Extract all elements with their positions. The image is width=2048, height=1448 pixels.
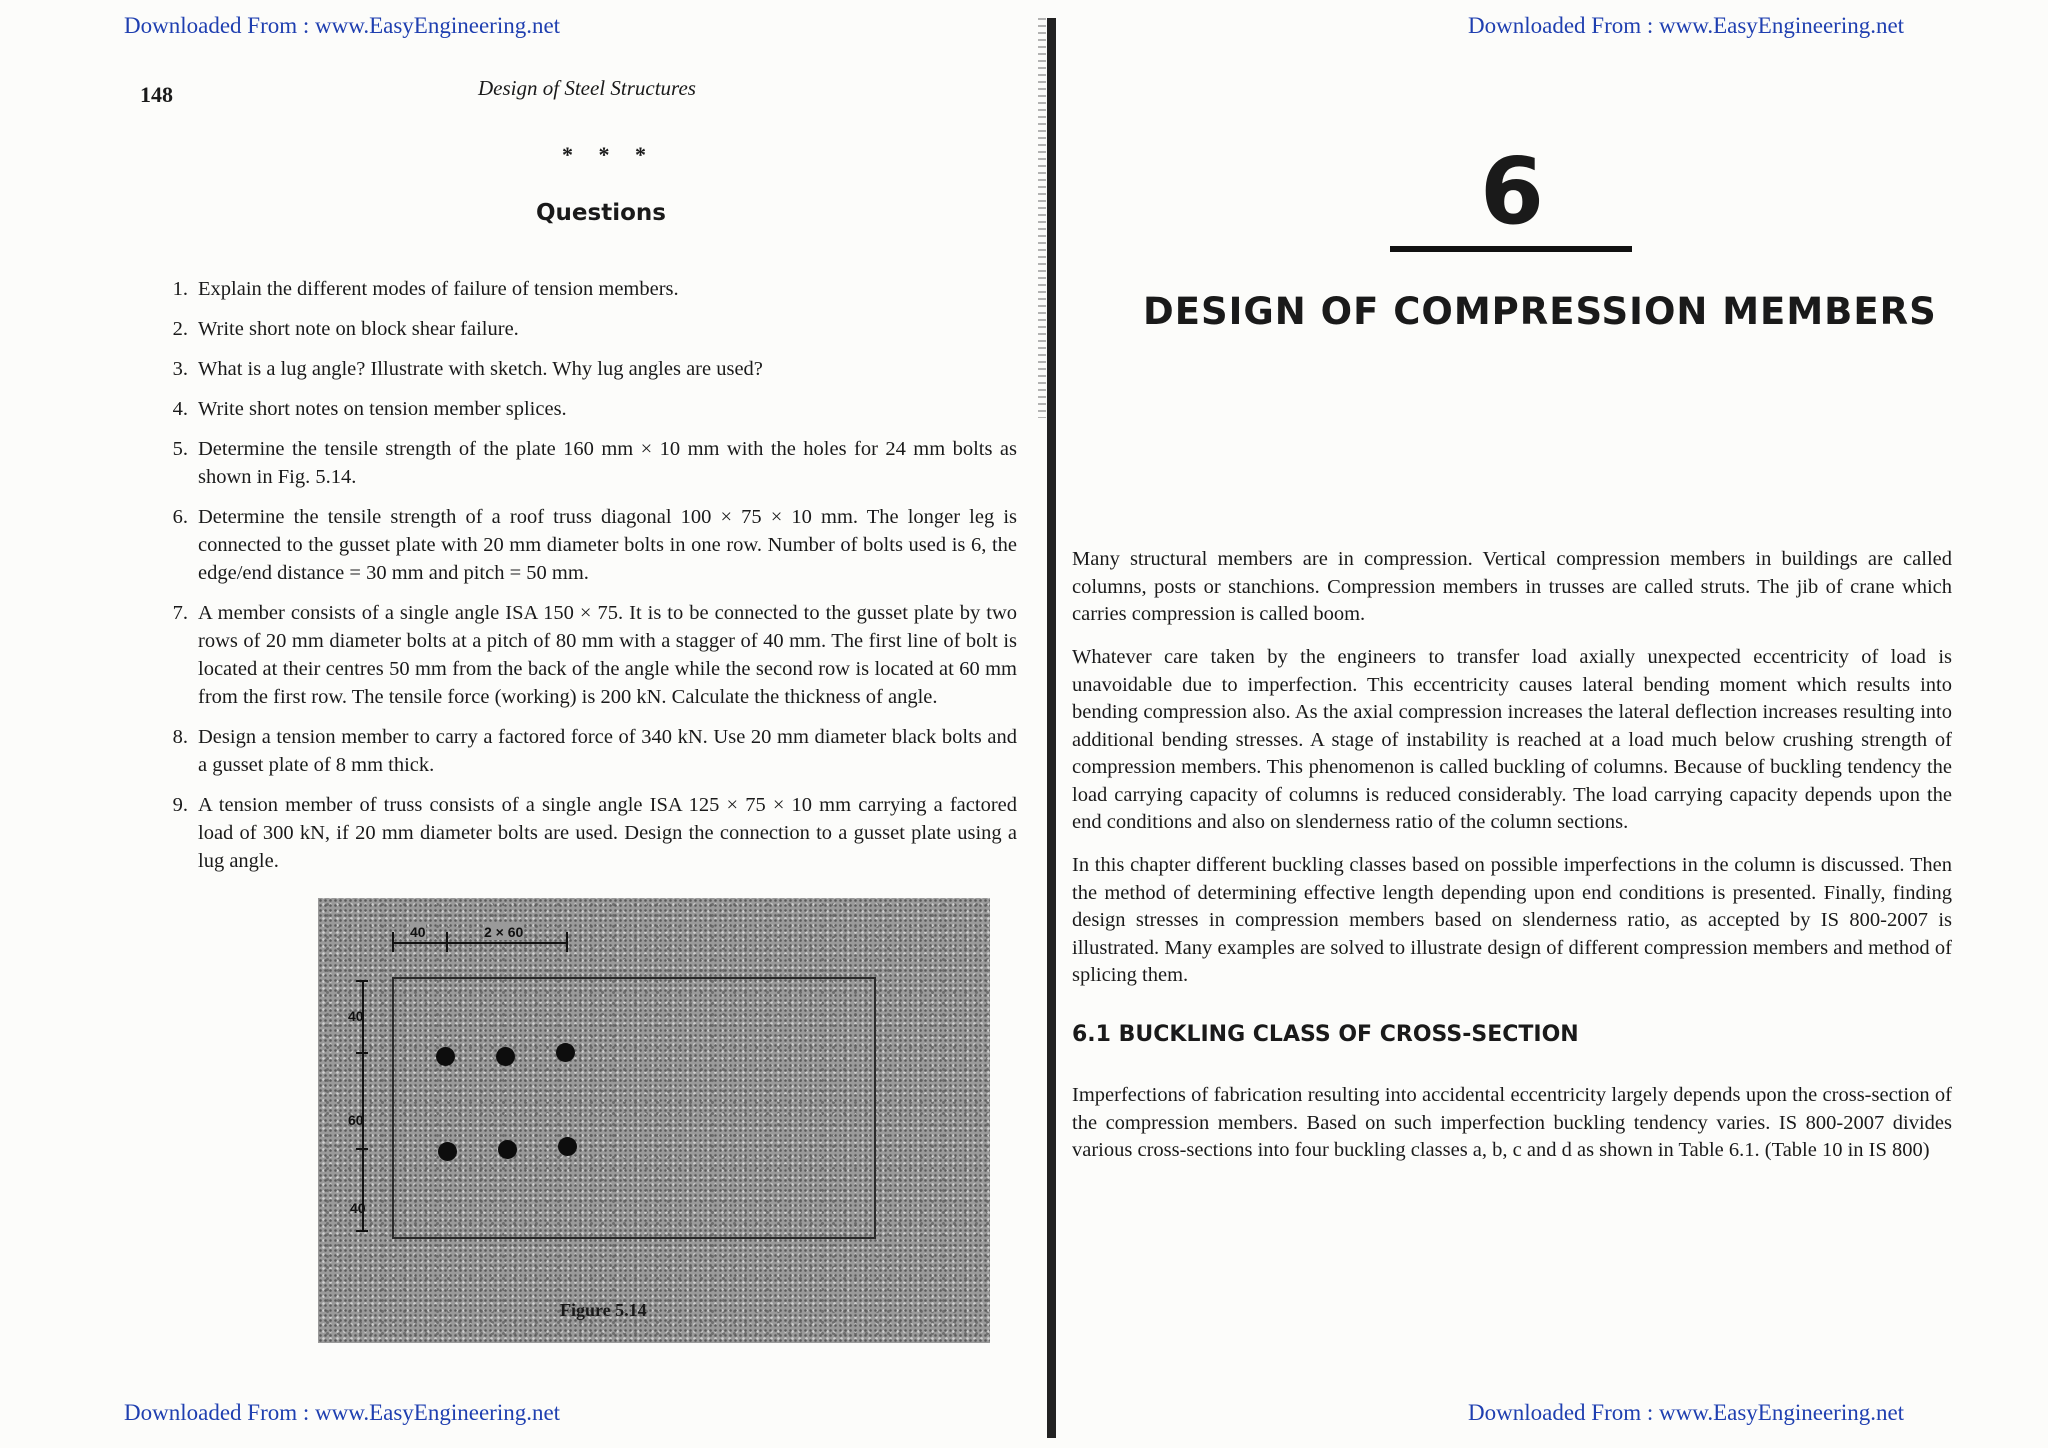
question-item: 1. Explain the different modes of failure of tension members. xyxy=(172,278,679,300)
running-title: Design of Steel Structures xyxy=(478,76,696,100)
chapter-rule xyxy=(1390,246,1632,252)
footer-download-link-left[interactable]: Downloaded From : www.EasyEngineering.net xyxy=(124,1400,561,1425)
question-item: 5. Determine the tensile strength of the plate 160 mm × 10 mm with the holes for 24 mm bolts as shown in Fig. 5.14. xyxy=(172,438,1017,488)
chapter-outline-paragraph: In this chapter different buckling classes based on possible imperfections in the column is discussed. Then the method of determining effective length depending upon end conditions is presented. Finally, finding design stresses in compression members based on slenderness ratio, as accepted by IS 800-2007 is illustrated. Many examples are solved to illustrate design of different compression members and method of splicing them. xyxy=(1072,854,1952,986)
question-item: 6. Determine the tensile strength of a roof truss diagonal 100 × 75 × 10 mm. The longer leg is connected to the gusset plate with 20 mm diameter bolts in one row. Number of bolts used is 6, the edge/end distance = 30 mm and pitch = 50 mm. xyxy=(172,506,1017,584)
top-dimension-line xyxy=(392,942,568,944)
dimension-label: 40 xyxy=(348,1008,364,1024)
questions-heading: Questions xyxy=(536,200,666,226)
section-heading: 6.1 BUCKLING CLASS OF CROSS-SECTION xyxy=(1072,1022,1579,1047)
bolt-hole xyxy=(436,1047,455,1066)
figure-caption: Figure 5.14 xyxy=(560,1300,647,1320)
dimension-tick xyxy=(356,1052,368,1054)
dimension-tick xyxy=(566,932,568,952)
dimension-label: 2 × 60 xyxy=(484,924,524,940)
question-item: 3. What is a lug angle? Illustrate with sketch. Why lug angles are used? xyxy=(172,358,763,380)
dimension-label: 60 xyxy=(348,1112,364,1128)
section-separator: * * * xyxy=(562,142,656,167)
bolt-hole xyxy=(438,1142,457,1161)
plate-outline xyxy=(392,977,876,1239)
questions-list xyxy=(160,275,1017,887)
chapter-title: DESIGN OF COMPRESSION MEMBERS xyxy=(1143,290,1937,333)
question-item: 9. A tension member of truss consists of a single angle ISA 125 × 75 × 10 mm carrying a factored load of 300 kN, if 20 mm diameter bolts are used. Design the connection to a gusset plate using a lug angle. xyxy=(172,794,1017,872)
section-paragraph: Imperfections of fabrication resulting into accidental eccentricity largely depends upon the cross-section of the compression members. Based on such imperfection buckling tendency varies. IS 800-2007 divides various cross-sections into four buckling classes a, b, c and d as shown in Table 6.1. (Table 10 in IS 800) xyxy=(1072,1084,1952,1161)
footer-download-link-right[interactable]: Downloaded From : www.EasyEngineering.net xyxy=(1468,1400,1905,1425)
question-item: 8. Design a tension member to carry a factored force of 340 kN. Use 20 mm diameter black bolts and a gusset plate of 8 mm thick. xyxy=(172,726,1017,776)
dimension-tick xyxy=(356,980,368,982)
eccentricity-paragraph: Whatever care taken by the engineers to transfer load axially unexpected eccentricity of load is unavoidable due to imperfection. This eccentricity causes lateral bending moment which results into bending compression also. As the axial compression increases the lateral deflection increases resulting into additional bending stresses. A stage of instability is reached at a load much below crushing strength of compression members. This phenomenon is called buckling of columns. Because of buckling tendency the load carrying capacity of columns is reduced considerably. The load carrying capacity depends upon the end conditions and also on slenderness ratio of the column sections. xyxy=(1072,646,1952,833)
header-download-link-left[interactable]: Downloaded From : www.EasyEngineering.net xyxy=(124,13,561,38)
binding-shadow xyxy=(1038,18,1046,418)
dimension-label: 40 xyxy=(350,1200,366,1216)
question-item: 7. A member consists of a single angle ISA 150 × 75. It is to be connected to the gusset plate by two rows of 20 mm diameter bolts at a pitch of 80 mm with a stagger of 40 mm. The first line of bolt is located at their centres 50 mm from the back of the angle while the second row is located at 60 mm from the first row. The tensile force (working) is 200 kN. Calculate the thickness of angle. xyxy=(172,602,1017,708)
bolt-hole xyxy=(556,1043,575,1062)
dimension-tick xyxy=(392,932,394,952)
question-item: 2. Write short note on block shear failure. xyxy=(172,318,519,340)
header-download-link-right[interactable]: Downloaded From : www.EasyEngineering.net xyxy=(1468,13,1905,38)
dimension-tick xyxy=(356,1148,368,1150)
bolt-hole xyxy=(558,1137,577,1156)
chapter-number: 6 xyxy=(1479,138,1544,245)
dimension-tick xyxy=(356,1230,368,1232)
page-number: 148 xyxy=(140,82,173,107)
question-item: 4. Write short notes on tension member splices. xyxy=(172,398,567,420)
intro-paragraph: Many structural members are in compression. Vertical compression members in buildings are called columns, posts or stanchions. Compression members in trusses are called struts. The jib of crane which carries compression is called boom. xyxy=(1072,548,1952,625)
bolt-hole xyxy=(498,1140,517,1159)
bolt-hole xyxy=(496,1047,515,1066)
dimension-tick xyxy=(446,932,448,952)
page-gutter xyxy=(1047,18,1056,1438)
dimension-label: 40 xyxy=(410,924,426,940)
